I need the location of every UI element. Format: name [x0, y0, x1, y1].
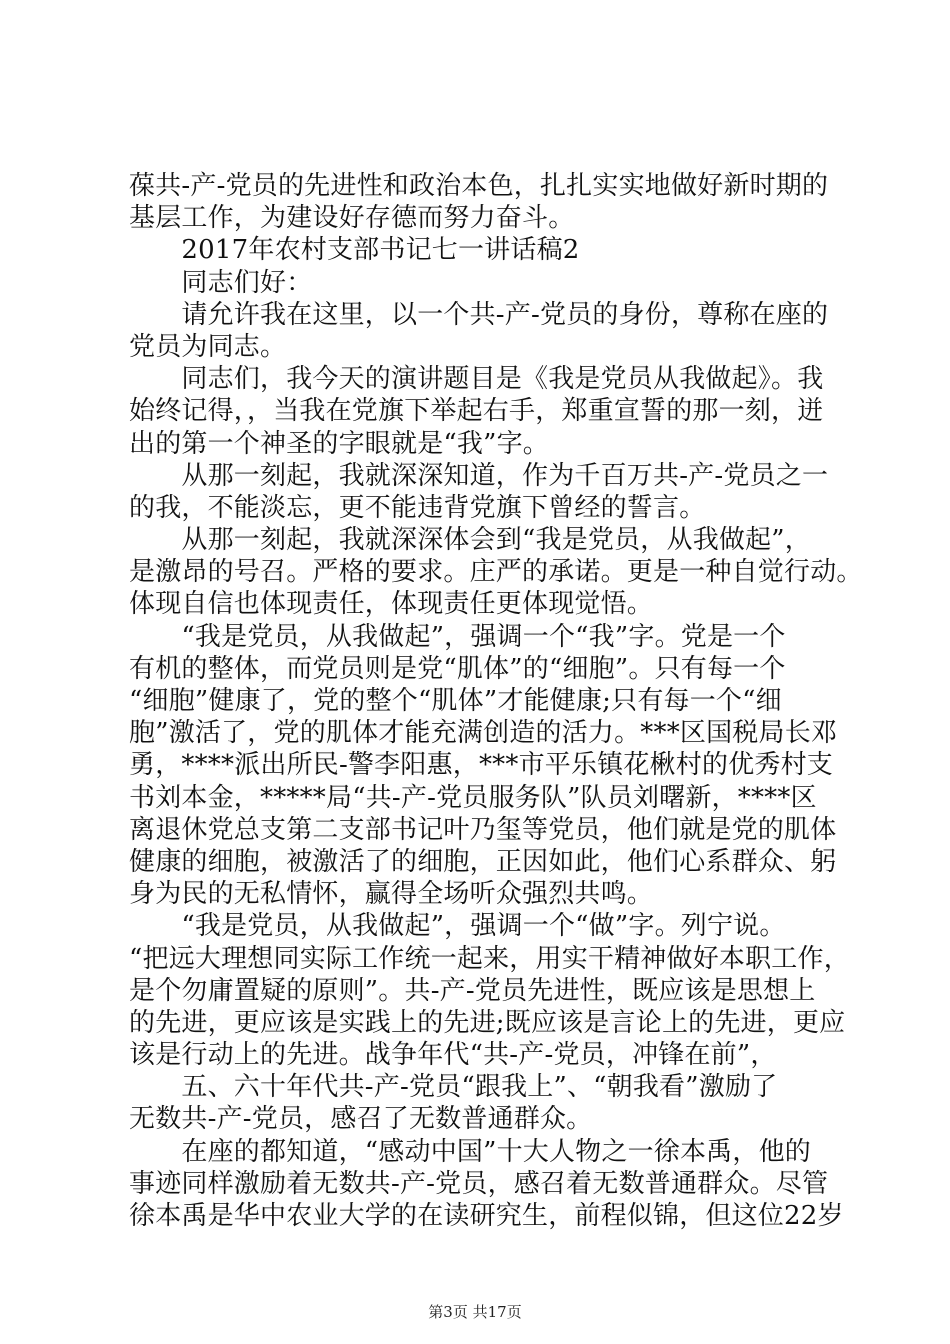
text-line: 徐本禹是华中农业大学的在读研究生，前程似锦，但这位22岁	[129, 1201, 844, 1231]
text-line: 身为民的无私情怀，赢得全场听众强烈共鸣。	[129, 879, 654, 910]
text-line: 离退休党总支第二支部书记叶乃玺等党员，他们就是党的肌体	[129, 814, 837, 845]
text-line: 同志们，我今天的演讲题目是《我是党员从我做起》。我	[129, 364, 824, 395]
text-line: 从那一刻起，我就深深体会到“我是党员，从我做起”，	[129, 525, 811, 556]
text-line: 勇，****派出所民-警李阳惠，***市平乐镇花楸村的优秀村支	[129, 750, 833, 781]
text-line: 五、六十年代共-产-党员“跟我上”、“朝我看”激励了	[129, 1072, 778, 1103]
text-line: “我是党员，从我做起”，强调一个“做”字。列宁说。	[129, 911, 786, 942]
text-line: “细胞”健康了，党的整个“肌体”才能健康;只有每一个“细	[129, 686, 782, 716]
text-line: “我是党员，从我做起”，强调一个“我”字。党是一个	[129, 621, 786, 652]
text-line: 的我，不能淡忘，更不能违背党旗下曾经的誓言。	[129, 492, 706, 523]
text-line: 的先进，更应该是实践上的先进;既应该是言论上的先进，更应	[129, 1007, 846, 1038]
text-line: 基层工作，为建设好存德而努力奋斗。	[129, 203, 575, 234]
salutation: 同志们好：	[129, 267, 313, 298]
document-body	[129, 170, 863, 1232]
text-line: 在座的都知道，“感动中国”十大人物之一徐本禹，他的	[129, 1136, 811, 1167]
text-line: 该是行动上的先进。战争年代“共-产-党员，冲锋在前”，	[129, 1040, 777, 1071]
text-line: 事迹同样激励着无数共-产-党员，感召着无数普通群众。尽管	[129, 1168, 829, 1199]
text-line: 始终记得，，当我在党旗下举起右手，郑重宣誓的那一刻，迸	[129, 396, 824, 427]
text-line: 体现自信也体现责任，体现责任更体现觉悟。	[129, 589, 654, 620]
text-line: 无数共-产-党员，感召了无数普通群众。	[129, 1104, 593, 1135]
text-line: 从那一刻起，我就深深知道，作为千百万共-产-党员之一	[129, 460, 829, 491]
text-line: 请允许我在这里，以一个共-产-党员的身份，尊称在座的	[129, 299, 829, 330]
text-line: 出的第一个神圣的字眼就是“我”字。	[129, 428, 549, 459]
text-line: 党员为同志。	[129, 331, 287, 362]
section-title: 2017年农村支部书记七一讲话稿2	[129, 235, 580, 266]
text-line: 胞”激活了，党的肌体才能充满创造的活力。***区国税局长邓	[129, 718, 838, 749]
text-line: 葆共-产-党员的先进性和政治本色，扎扎实实地做好新时期的	[129, 171, 829, 201]
text-line: 有机的整体，而党员则是党“肌体”的“细胞”。只有每一个	[129, 653, 786, 684]
page-footer: 第3页 共17页	[428, 1303, 522, 1321]
text-line: “把远大理想同实际工作统一起来，用实干精神做好本职工作，	[129, 943, 850, 974]
text-line: 健康的细胞，被激活了的细胞，正因如此，他们心系群众、躬	[129, 846, 837, 877]
text-line: 是激昂的号召。严格的要求。庄严的承诺。更是一种自觉行动。	[129, 557, 863, 588]
text-line: 书刘本金，*****局“共-产-党员服务队”队员刘曙新，****区	[129, 782, 817, 813]
text-line: 是个勿庸置疑的原则”。共-产-党员先进性，既应该是思想上	[129, 975, 816, 1006]
